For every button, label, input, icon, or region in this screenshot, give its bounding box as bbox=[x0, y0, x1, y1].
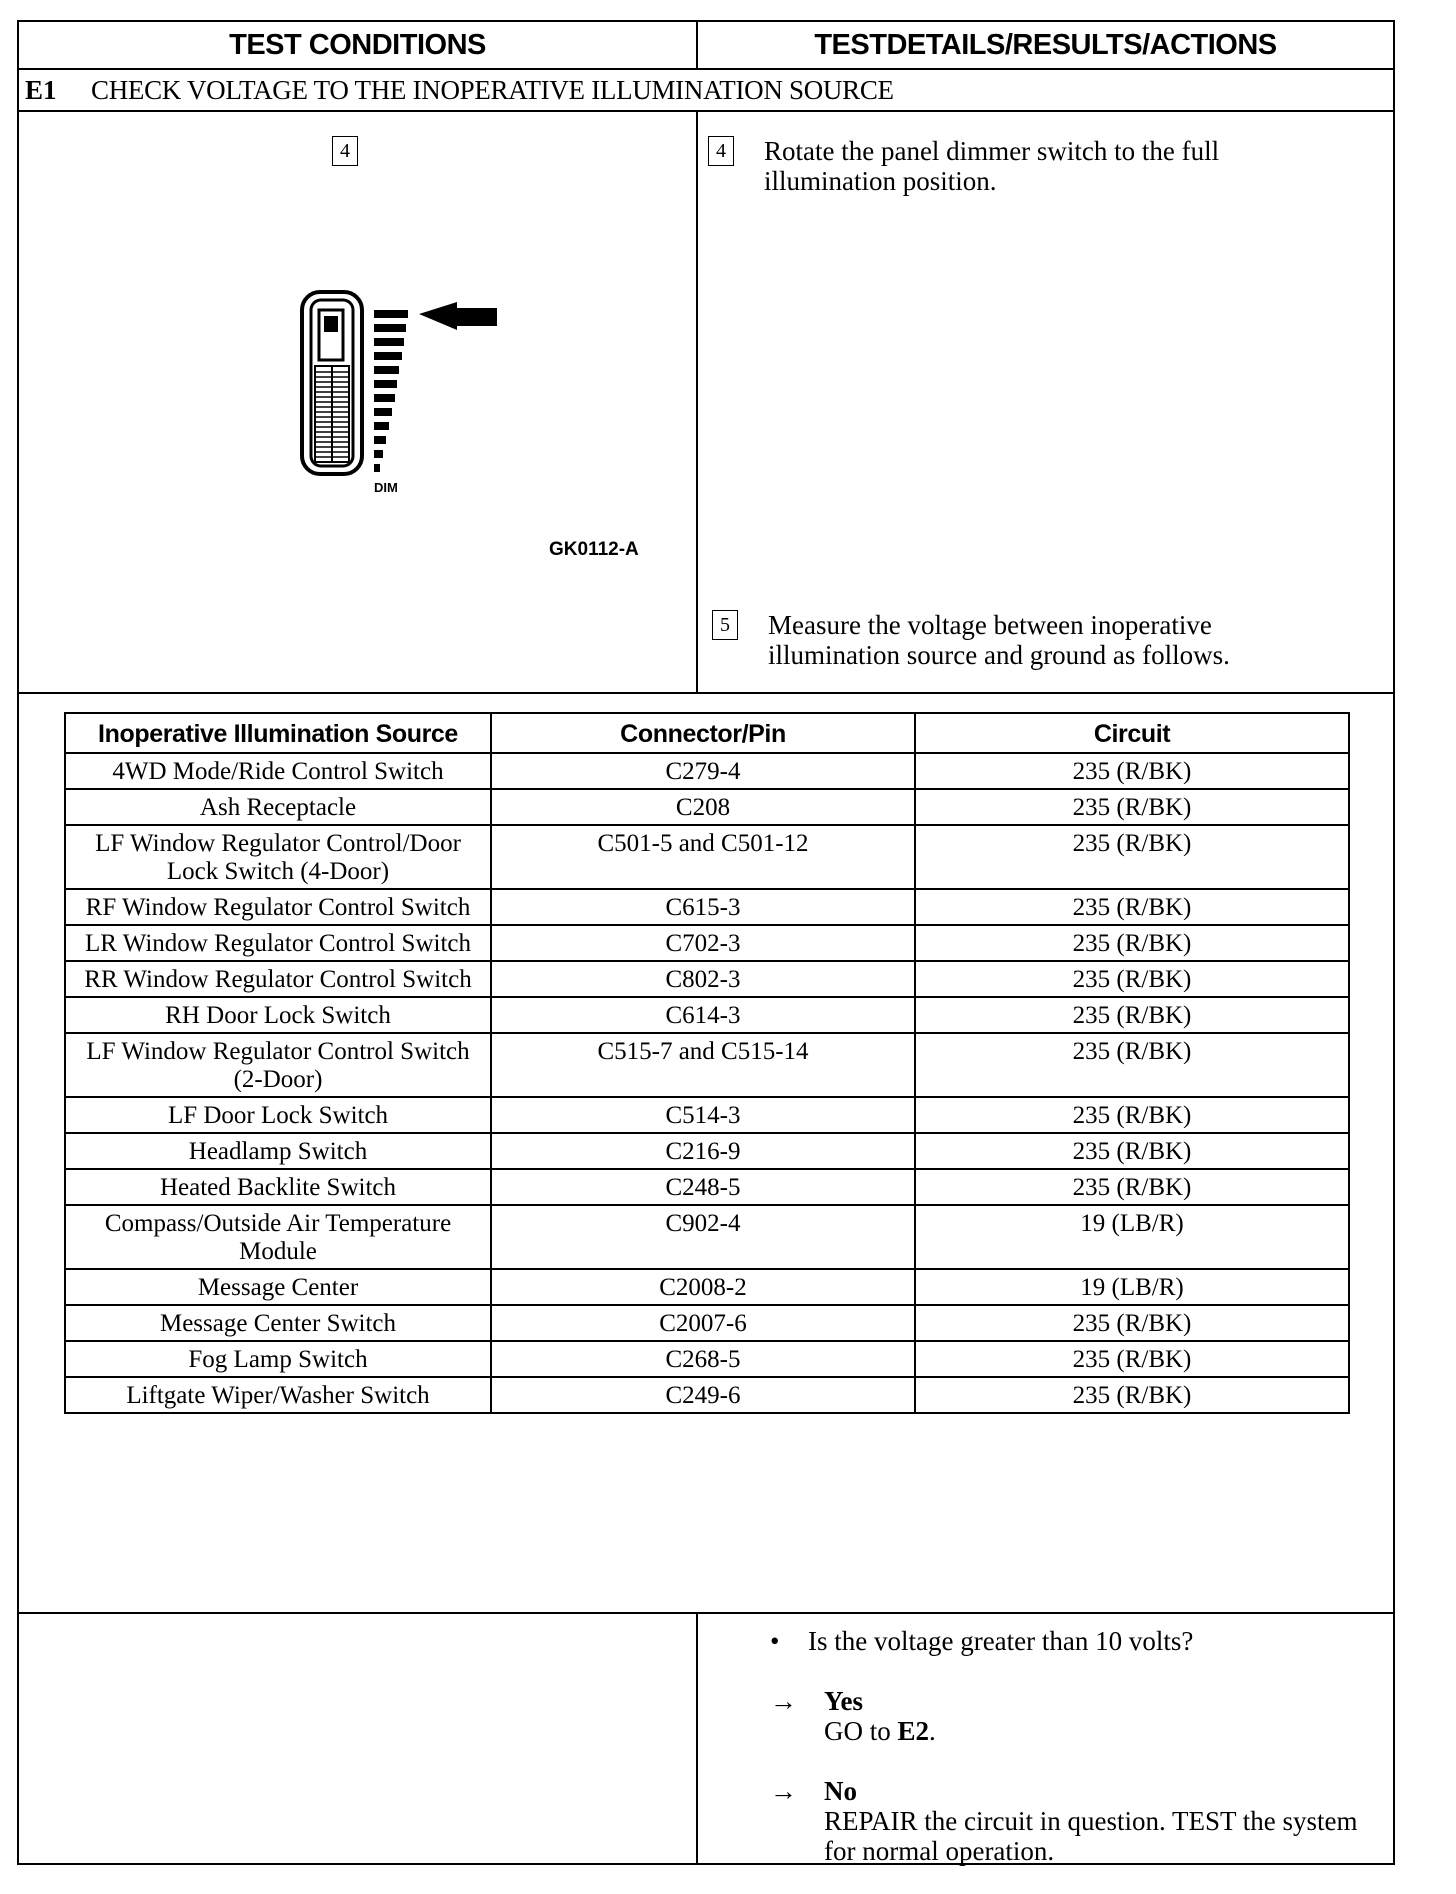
procedure-section bbox=[19, 112, 1393, 694]
connector-cell: C702-3 bbox=[491, 925, 915, 961]
connector-cell: C2008-2 bbox=[491, 1269, 915, 1305]
question-text: Is the voltage greater than 10 volts? bbox=[808, 1626, 1194, 1656]
table-row bbox=[65, 789, 1349, 825]
table-row bbox=[65, 1205, 1349, 1269]
source-cell: Fog Lamp Switch bbox=[65, 1341, 491, 1377]
answer-action-target: E2 bbox=[897, 1716, 930, 1746]
table-row bbox=[65, 1269, 1349, 1305]
test-details-header: TESTDETAILS/RESULTS/ACTIONS bbox=[814, 29, 1277, 61]
circuit-cell: 235 (R/BK) bbox=[915, 753, 1349, 789]
connector-cell: C216-9 bbox=[491, 1133, 915, 1169]
header-circuit: Circuit bbox=[915, 713, 1349, 753]
source-cell: Ash Receptacle bbox=[65, 789, 491, 825]
table-row bbox=[65, 825, 1349, 889]
table-row bbox=[65, 889, 1349, 925]
connector-cell: C514-3 bbox=[491, 1097, 915, 1133]
circuit-cell: 235 (R/BK) bbox=[915, 925, 1349, 961]
arrow-left-icon bbox=[419, 302, 497, 330]
answer-action-text: REPAIR the circuit in question. TEST the system for normal operation. bbox=[824, 1806, 1358, 1866]
circuit-cell: 235 (R/BK) bbox=[915, 961, 1349, 997]
header-connector: Connector/Pin bbox=[491, 713, 915, 753]
connector-cell: C615-3 bbox=[491, 889, 915, 925]
answer-action-suffix: . bbox=[929, 1716, 936, 1746]
connector-cell: C902-4 bbox=[491, 1205, 915, 1269]
connector-cell: C501-5 and C501-12 bbox=[491, 825, 915, 889]
source-cell: LR Window Regulator Control Switch bbox=[65, 925, 491, 961]
illumination-source-table bbox=[64, 712, 1350, 1414]
instruction-text: Measure the voltage between inoperative illumination source and ground as follows. bbox=[768, 610, 1230, 670]
connector-cell: C268-5 bbox=[491, 1341, 915, 1377]
connector-cell: C614-3 bbox=[491, 997, 915, 1033]
arrow-right-icon: → bbox=[770, 1686, 797, 1716]
source-cell: LF Window Regulator Control Switch (2-Door) bbox=[65, 1033, 491, 1097]
table-row bbox=[65, 997, 1349, 1033]
circuit-cell: 235 (R/BK) bbox=[915, 1377, 1349, 1413]
source-cell: Compass/Outside Air Temperature Module bbox=[65, 1205, 491, 1269]
header-source: Inoperative Illumination Source bbox=[65, 713, 491, 753]
table-row bbox=[65, 961, 1349, 997]
thumbwheel-ribs bbox=[315, 366, 349, 462]
circuit-cell: 235 (R/BK) bbox=[915, 1097, 1349, 1133]
table-row bbox=[65, 1033, 1349, 1097]
source-cell: RR Window Regulator Control Switch bbox=[65, 961, 491, 997]
circuit-cell: 235 (R/BK) bbox=[915, 789, 1349, 825]
source-cell: Message Center Switch bbox=[65, 1305, 491, 1341]
step-title-row bbox=[19, 70, 1393, 112]
result-section bbox=[19, 1612, 1393, 1865]
circuit-cell: 235 (R/BK) bbox=[915, 889, 1349, 925]
circuit-cell: 235 (R/BK) bbox=[915, 1341, 1349, 1377]
instruction-number: 4 bbox=[708, 136, 734, 166]
source-cell: Heated Backlite Switch bbox=[65, 1169, 491, 1205]
connector-cell: C279-4 bbox=[491, 753, 915, 789]
answer-label: No bbox=[824, 1776, 857, 1806]
answer-action-prefix: GO to bbox=[824, 1716, 898, 1746]
table-row bbox=[65, 753, 1349, 789]
connector-cell: C248-5 bbox=[491, 1169, 915, 1205]
figure-panel bbox=[19, 112, 698, 692]
test-conditions-header: TEST CONDITIONS bbox=[19, 22, 698, 68]
connector-cell: C2007-6 bbox=[491, 1305, 915, 1341]
bullet: • bbox=[770, 1626, 780, 1656]
table-header-row bbox=[65, 713, 1349, 753]
instruction-number: 5 bbox=[712, 610, 738, 640]
circuit-cell: 235 (R/BK) bbox=[915, 1169, 1349, 1205]
circuit-cell: 235 (R/BK) bbox=[915, 1033, 1349, 1097]
circuit-cell: 235 (R/BK) bbox=[915, 997, 1349, 1033]
connector-cell: C515-7 and C515-14 bbox=[491, 1033, 915, 1097]
result-conditions-panel bbox=[19, 1614, 698, 1865]
brightness-scale-bars bbox=[374, 310, 408, 472]
result-actions-panel bbox=[698, 1614, 1393, 1865]
answer-label: Yes bbox=[824, 1686, 863, 1716]
table-row bbox=[65, 1097, 1349, 1133]
source-cell: Liftgate Wiper/Washer Switch bbox=[65, 1377, 491, 1413]
dimmer-switch-illustration bbox=[279, 282, 519, 532]
table-row bbox=[65, 1169, 1349, 1205]
source-cell: LF Door Lock Switch bbox=[65, 1097, 491, 1133]
source-cell: RF Window Regulator Control Switch bbox=[65, 889, 491, 925]
source-cell: 4WD Mode/Ride Control Switch bbox=[65, 753, 491, 789]
table-row bbox=[65, 1377, 1349, 1413]
step-id: E1 bbox=[25, 75, 57, 105]
dim-label: DIM bbox=[374, 480, 398, 495]
table-row bbox=[65, 1305, 1349, 1341]
figure-step-number: 4 bbox=[332, 136, 358, 166]
instruction-text: Rotate the panel dimmer switch to the full illumination position. bbox=[764, 136, 1220, 196]
figure-id: GK0112-A bbox=[549, 539, 639, 560]
table-row bbox=[65, 1341, 1349, 1377]
circuit-cell: 235 (R/BK) bbox=[915, 825, 1349, 889]
source-cell: Headlamp Switch bbox=[65, 1133, 491, 1169]
table-row bbox=[65, 1133, 1349, 1169]
circuit-cell: 235 (R/BK) bbox=[915, 1133, 1349, 1169]
connector-cell: C249-6 bbox=[491, 1377, 915, 1413]
circuit-cell: 19 (LB/R) bbox=[915, 1269, 1349, 1305]
step-title: CHECK VOLTAGE TO THE INOPERATIVE ILLUMINATION SOURCE bbox=[91, 75, 894, 105]
source-cell: Message Center bbox=[65, 1269, 491, 1305]
circuit-cell: 235 (R/BK) bbox=[915, 1305, 1349, 1341]
illumination-source-table-wrap bbox=[64, 712, 1350, 1414]
arrow-right-icon: → bbox=[770, 1776, 797, 1806]
table-row bbox=[65, 925, 1349, 961]
source-cell: RH Door Lock Switch bbox=[65, 997, 491, 1033]
source-cell: LF Window Regulator Control/Door Lock Switch (4-Door) bbox=[65, 825, 491, 889]
column-header-row bbox=[19, 22, 1393, 70]
connector-cell: C802-3 bbox=[491, 961, 915, 997]
instructions-panel bbox=[698, 112, 1393, 692]
diagnostic-procedure-page bbox=[17, 20, 1395, 1865]
connector-cell: C208 bbox=[491, 789, 915, 825]
circuit-cell: 19 (LB/R) bbox=[915, 1205, 1349, 1269]
